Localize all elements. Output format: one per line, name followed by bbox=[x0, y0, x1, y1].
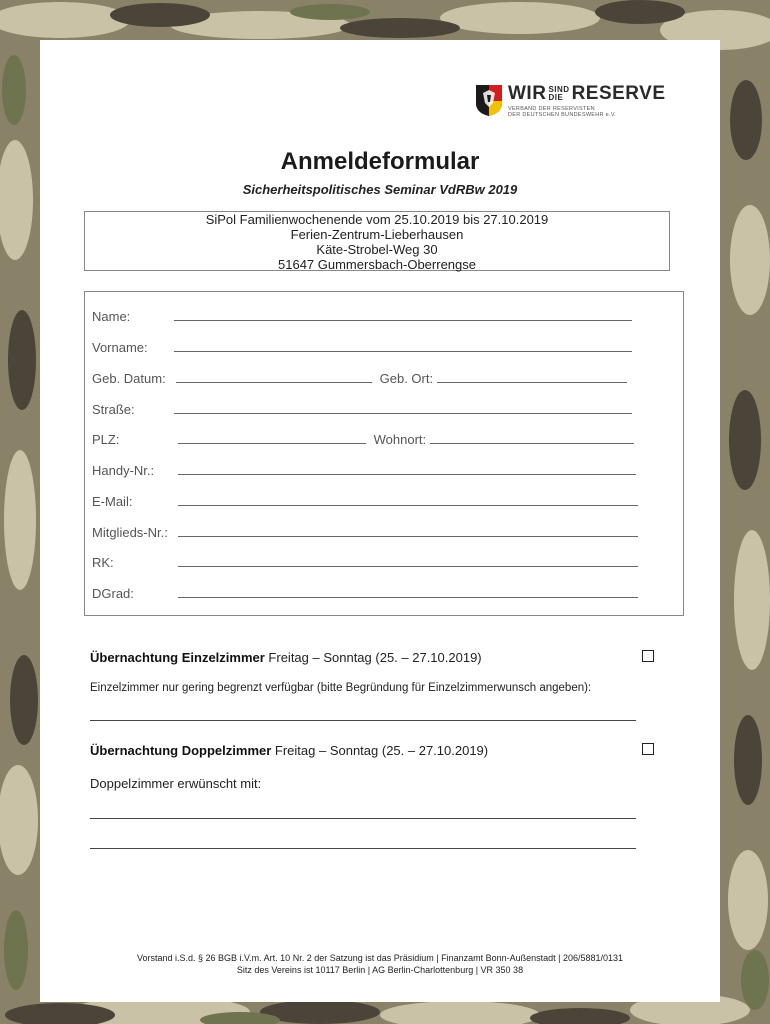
rk-field[interactable] bbox=[178, 565, 638, 567]
doppelzimmer-heading: Übernachtung Doppelzimmer Freitag – Sonntag (25. – 27.10.2019) bbox=[90, 743, 489, 758]
vorname-row bbox=[92, 340, 632, 355]
name-label: Name: bbox=[92, 309, 131, 324]
logo-subtitle: VERBAND DER RESERVISTEN DER DEUTSCHEN BUNDESWEHR e.V. bbox=[508, 106, 617, 118]
plz-row bbox=[92, 432, 634, 447]
organization-logo bbox=[474, 81, 674, 121]
footer-line-2: Sitz des Vereins ist 10117 Berlin | AG Berlin-Charlottenburg | VR 350 38 bbox=[236, 965, 524, 975]
dgrad-row bbox=[92, 586, 638, 601]
event-venue: Ferien-Zentrum-Lieberhausen bbox=[290, 227, 464, 242]
page-title: Anmeldeformular bbox=[280, 148, 480, 175]
doppelzimmer-note: Doppelzimmer erwünscht mit: bbox=[90, 776, 262, 791]
mitglieds-row bbox=[92, 525, 638, 540]
geb-ort-field[interactable] bbox=[437, 381, 627, 383]
personal-data-box bbox=[84, 291, 684, 616]
mitglieds-label: Mitglieds-Nr.: bbox=[92, 525, 168, 540]
doppelzimmer-checkbox[interactable] bbox=[642, 743, 654, 755]
wohnort-label: Wohnort: bbox=[373, 432, 427, 447]
doppelzimmer-partner-field-1[interactable] bbox=[90, 818, 636, 819]
email-field[interactable] bbox=[178, 504, 638, 506]
event-city: 51647 Gummersbach-Oberrengse bbox=[278, 257, 476, 272]
event-street: Käte-Strobel-Weg 30 bbox=[316, 242, 438, 257]
vorname-field[interactable] bbox=[174, 350, 632, 352]
logo-wordmark: WIR SIND DIE RESERVE bbox=[508, 83, 666, 104]
form-page bbox=[40, 40, 720, 1002]
email-label: E-Mail: bbox=[92, 494, 133, 509]
geb-datum-label: Geb. Datum: bbox=[92, 371, 166, 386]
event-dates: SiPol Familienwochenende vom 25.10.2019 bis 27.10.2019 bbox=[205, 212, 549, 227]
handy-field[interactable] bbox=[178, 473, 636, 475]
einzelzimmer-reason-field[interactable] bbox=[90, 720, 636, 721]
einzelzimmer-note: Einzelzimmer nur gering begrenzt verfügbar (bitte Begründung für Einzelzimmerwunsch angeben): bbox=[90, 682, 592, 694]
geb-row bbox=[92, 371, 627, 386]
plz-field[interactable] bbox=[178, 442, 366, 444]
dgrad-field[interactable] bbox=[178, 596, 638, 598]
rk-label: RK: bbox=[92, 555, 114, 570]
einzelzimmer-heading: Übernachtung Einzelzimmer Freitag – Sonntag (25. – 27.10.2019) bbox=[90, 650, 482, 665]
strasse-field[interactable] bbox=[174, 412, 632, 414]
footer bbox=[40, 952, 720, 976]
mitglieds-field[interactable] bbox=[178, 535, 638, 537]
name-field[interactable] bbox=[174, 319, 632, 321]
plz-label: PLZ: bbox=[92, 432, 120, 447]
handy-label: Handy-Nr.: bbox=[92, 463, 155, 478]
seminar-subtitle: Sicherheitspolitisches Seminar VdRBw 2019 bbox=[242, 182, 518, 197]
dgrad-label: DGrad: bbox=[92, 586, 134, 601]
geb-datum-field[interactable] bbox=[176, 381, 372, 383]
geb-ort-label: Geb. Ort: bbox=[379, 371, 434, 386]
strasse-row bbox=[92, 402, 632, 417]
eagle-shield-icon bbox=[474, 83, 504, 117]
name-row bbox=[92, 309, 632, 324]
event-info-box bbox=[84, 211, 670, 271]
doppelzimmer-partner-field-2[interactable] bbox=[90, 848, 636, 849]
vorname-label: Vorname: bbox=[92, 340, 148, 355]
rk-row bbox=[92, 555, 638, 570]
footer-line-1: Vorstand i.S.d. § 26 BGB i.V.m. Art. 10 Nr. 2 der Satzung ist das Präsidium | Finanzamt Bonn-Außenstadt | 206/5881/0131 bbox=[136, 953, 624, 963]
wohnort-field[interactable] bbox=[430, 442, 634, 444]
strasse-label: Straße: bbox=[92, 402, 135, 417]
email-row bbox=[92, 494, 638, 509]
handy-row bbox=[92, 463, 636, 478]
einzelzimmer-checkbox[interactable] bbox=[642, 650, 654, 662]
